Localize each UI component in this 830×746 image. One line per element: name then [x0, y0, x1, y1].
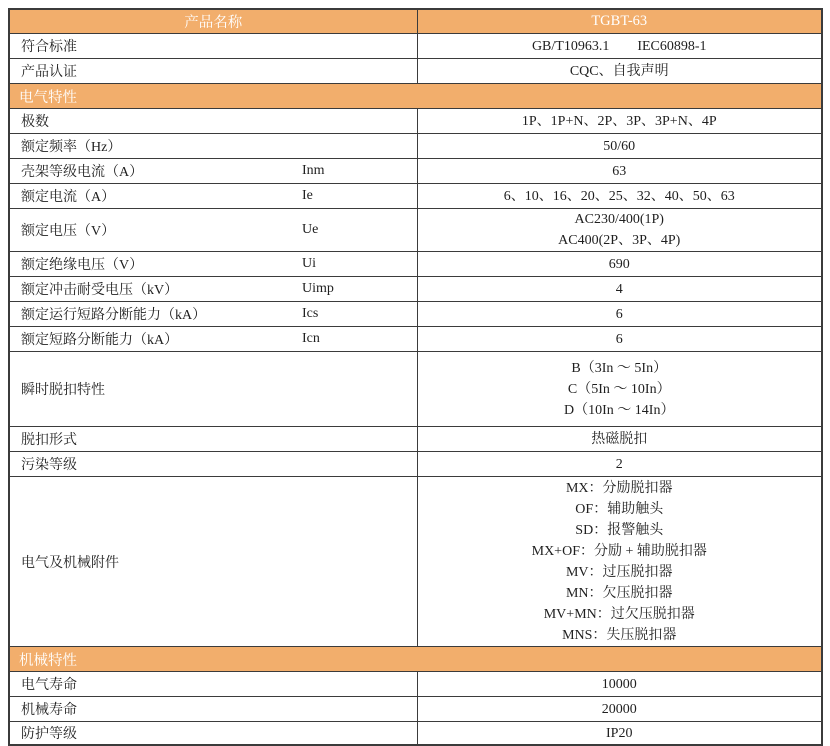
table-row: [9, 34, 822, 59]
row-label-cell: [9, 252, 417, 277]
row-value-cell: [417, 134, 822, 159]
row-label-cell: [9, 34, 417, 59]
row-value-cell: [417, 697, 822, 722]
table-row: [9, 722, 822, 746]
row-label-cell: [9, 184, 417, 209]
row-label: 额定电流（A）: [21, 190, 116, 205]
value-line: MNS：失压脱扣器: [562, 627, 677, 643]
value-line: 20000: [601, 701, 637, 717]
product-model-header: TGBT-63: [417, 9, 822, 34]
table-row: [9, 327, 822, 352]
row-label-cell: [9, 59, 417, 84]
row-value-cell: [417, 452, 822, 477]
row-value-cell: [417, 159, 822, 184]
row-label: 额定电压（V）: [21, 224, 116, 239]
row-label-cell: [9, 452, 417, 477]
section-header-label: 电气特性: [9, 84, 822, 109]
value-line: 热磁脱扣: [591, 431, 648, 447]
row-label: 防护等级: [21, 727, 77, 742]
row-label: 机械寿命: [21, 703, 77, 718]
table-row: [9, 109, 822, 134]
row-value-cell: [417, 184, 822, 209]
value-line: C（5In ～ 10In）: [567, 381, 671, 397]
table-row: [9, 134, 822, 159]
row-label: 瞬时脱扣特性: [21, 383, 105, 398]
value-line: 6: [615, 306, 623, 322]
table-row: [9, 209, 822, 252]
value-line: CQC、自我声明: [569, 63, 669, 79]
table-row: [9, 697, 822, 722]
value-line: 1P、1P+N、2P、3P、3P+N、4P: [521, 113, 717, 129]
table-row: [9, 59, 822, 84]
row-value-cell: [417, 59, 822, 84]
row-label-cell: [9, 302, 417, 327]
value-line: 2: [615, 456, 623, 472]
section-header-label: 机械特性: [9, 647, 822, 672]
row-symbol: Ie: [302, 188, 313, 203]
value-line: 4: [615, 281, 623, 297]
row-label: 极数: [21, 115, 49, 130]
value-line: 50/60: [603, 138, 636, 154]
row-label: 额定短路分断能力（kA）: [21, 333, 179, 348]
row-value-cell: [417, 477, 822, 647]
row-label-cell: [9, 427, 417, 452]
row-value-cell: [417, 277, 822, 302]
row-label-cell: [9, 477, 417, 647]
value-line: AC400(2P、3P、4P): [558, 233, 681, 248]
row-label: 电气寿命: [21, 678, 77, 693]
row-label-cell: [9, 159, 417, 184]
row-value-cell: [417, 252, 822, 277]
row-label: 电气及机械附件: [21, 555, 119, 571]
value-line: 690: [608, 256, 630, 272]
row-value-cell: [417, 209, 822, 252]
table-row: [9, 252, 822, 277]
row-label-cell: [9, 352, 417, 427]
row-value-cell: [417, 34, 822, 59]
row-symbol: Uimp: [302, 281, 334, 296]
row-label-cell: [9, 209, 417, 252]
product-spec-table: [8, 8, 823, 746]
table-row: [9, 452, 822, 477]
value-line: MV+MN：过欠压脱扣器: [543, 606, 695, 622]
row-label-cell: [9, 697, 417, 722]
table-row: [9, 672, 822, 697]
table-row: [9, 477, 822, 647]
value-line: 6、10、16、20、25、32、40、50、63: [503, 188, 735, 204]
row-label-cell: [9, 277, 417, 302]
row-value-cell: [417, 302, 822, 327]
row-label-cell: [9, 109, 417, 134]
section-header-row: [9, 647, 822, 672]
row-label: 额定绝缘电压（V）: [21, 258, 144, 273]
row-symbol: Icn: [302, 331, 320, 346]
row-label: 壳架等级电流（A）: [21, 165, 144, 180]
value-line: MX+OF：分励 + 辅助脱扣器: [531, 543, 707, 559]
value-line: GB/T10963.1 IEC60898-1: [531, 38, 707, 54]
table-row: [9, 427, 822, 452]
row-label: 额定频率（Hz）: [21, 140, 122, 155]
row-label: 符合标准: [21, 40, 77, 55]
value-line: 10000: [601, 676, 637, 692]
row-label: 污染等级: [21, 458, 77, 473]
row-value-cell: [417, 722, 822, 746]
value-line: 63: [612, 163, 627, 179]
table-row: [9, 184, 822, 209]
row-value-cell: [417, 109, 822, 134]
row-value-cell: [417, 327, 822, 352]
value-line: B（3In ～ 5In）: [571, 360, 668, 376]
value-line: 6: [615, 331, 623, 347]
product-name-header: 产品名称: [9, 9, 417, 34]
row-label: 脱扣形式: [21, 433, 77, 448]
row-label: 额定冲击耐受电压（kV）: [21, 283, 179, 298]
row-symbol: Ui: [302, 256, 316, 271]
row-label: 产品认证: [21, 65, 77, 80]
value-line: MX：分励脱扣器: [565, 480, 673, 496]
table-row: [9, 277, 822, 302]
row-symbol: Ics: [302, 306, 319, 321]
value-line: OF：辅助触头: [575, 501, 664, 517]
value-line: AC230/400(1P): [574, 212, 664, 227]
spec-table-body: [9, 9, 822, 745]
value-line: MV：过压脱扣器: [565, 564, 673, 580]
value-line: IP20: [606, 725, 633, 741]
row-label-cell: [9, 134, 417, 159]
row-label: 额定运行短路分断能力（kA）: [21, 308, 207, 323]
section-header-row: [9, 84, 822, 109]
value-line: MN：欠压脱扣器: [565, 585, 673, 601]
row-value-cell: [417, 427, 822, 452]
row-value-cell: [417, 672, 822, 697]
table-header-row: [9, 9, 822, 34]
row-symbol: Ue: [302, 222, 319, 237]
row-label-cell: [9, 327, 417, 352]
row-value-cell: [417, 352, 822, 427]
table-row: [9, 302, 822, 327]
row-symbol: Inm: [302, 163, 325, 178]
value-line: SD：报警触头: [575, 522, 664, 538]
value-line: D（10In ～ 14In）: [564, 402, 675, 418]
row-label-cell: [9, 672, 417, 697]
row-label-cell: [9, 722, 417, 746]
table-row: [9, 159, 822, 184]
table-row: [9, 352, 822, 427]
